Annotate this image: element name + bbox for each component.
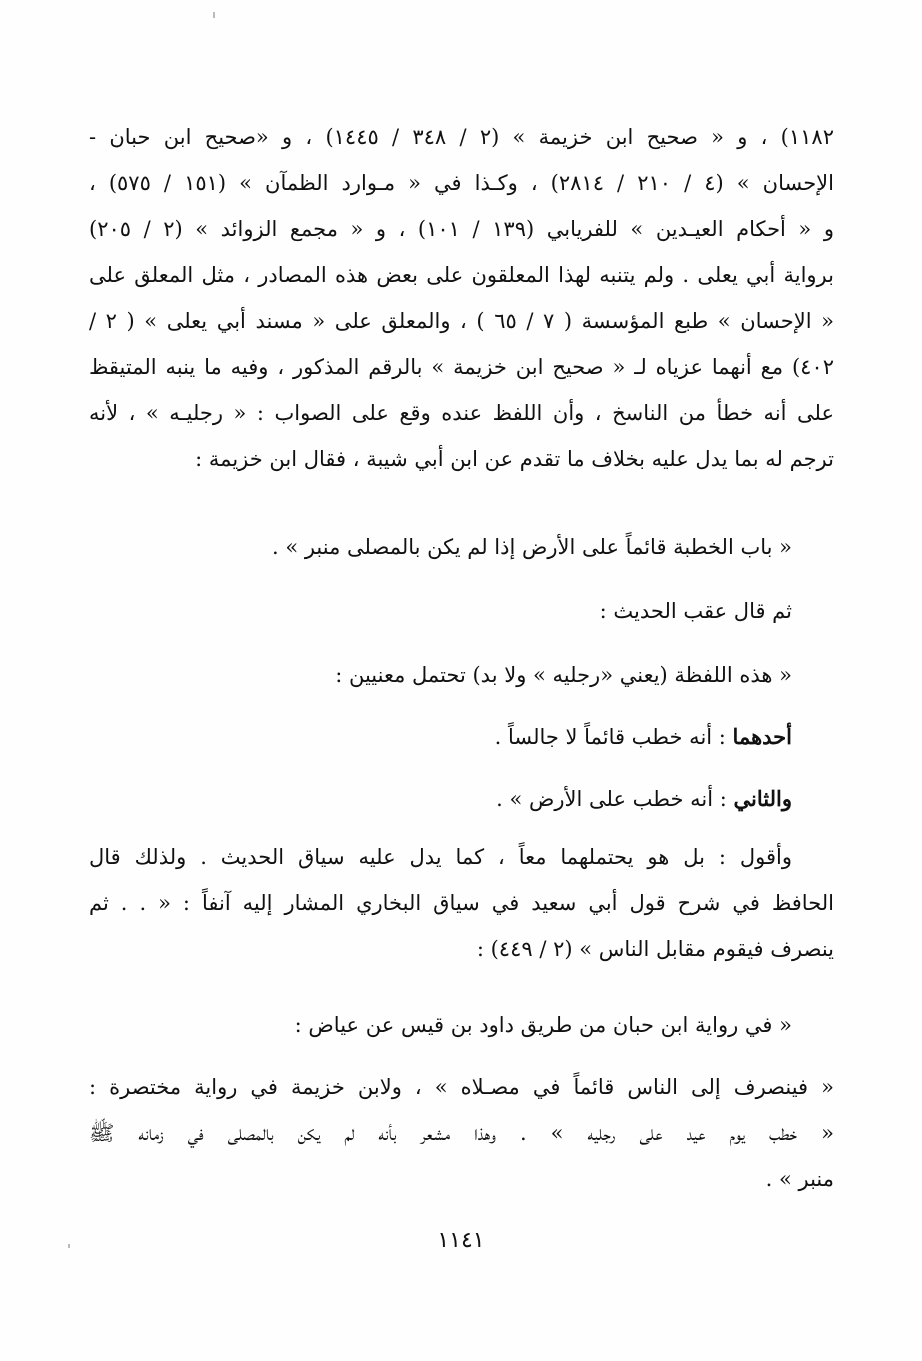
first-meaning <box>495 714 792 760</box>
first-meaning-label: أحدهما <box>732 724 792 749</box>
text-line: « الإحسان » طبع المؤسسة ( ٧ / ٦٥ ) ، والمعلق على « مسند أبي يعلى » ( ٢ / <box>89 309 834 333</box>
text-line: « خطب يوم عيد على رجليه » . وهذا مشعر بأنه لم يكن بالمصلى في زمانه ﷺ <box>89 1121 834 1145</box>
text-line: برواية أبي يعلى . ولم يتنبه لهذا المعلقون على بعض هذه المصادر ، مثل المعلق على <box>89 263 834 287</box>
text-line: الإحسان » (٤ / ٢١٠ / ٢٨١٤) ، وكـذا في « مـوارد الظمآن » (١٥١ / ٥٧٥) ، <box>89 171 834 195</box>
quote-chapter-title: « باب الخطبة قائماً على الأرض إذا لم يكن بالمصلى منبر » . <box>271 535 792 559</box>
paragraph-footnote-continuation <box>89 114 834 482</box>
text-line: ١١٨٢) ، و « صحيح ابن خزيمة » (٢ / ٣٤٨ / ١٤٤٥) ، و «صحيح ابن حبان - <box>89 125 834 149</box>
text-line: ينصرف فيقوم مقابل الناس » (٢ / ٤٤٩) : <box>476 937 834 961</box>
second-meaning-text: : أنه خطب على الأرض » . <box>496 787 734 811</box>
second-meaning-label: والثاني <box>733 786 792 811</box>
text-line: ترجم له بما يدل عليه بخلاف ما تقدم عن ابن أبي شيبة ، فقال ابن خزيمة : <box>195 447 834 471</box>
text-line: على أنه خطأ من الناسخ ، وأن اللفظ عنده وقع على الصواب : « رجليـه » ، لأنه <box>89 401 834 425</box>
text-line: وأقول : بل هو يحتملهما معاً ، كما يدل عليه سياق الحديث . ولذلك قال <box>89 845 792 869</box>
text-line: الحافظ في شرح قول أبي سعيد في سياق البخاري المشار إليه آنفاً : « . . ثم <box>89 891 834 915</box>
scan-mark-top <box>213 12 215 18</box>
text-line: ٤٠٢) مع أنهما عزياه لـ « صحيح ابن خزيمة » بالرقم المذكور ، وفيه ما ينبه المتيقظ <box>89 355 834 379</box>
text-line: « فينصرف إلى الناس قائماً في مصـلاه » ، ولابن خزيمة في رواية مختصرة : <box>89 1075 834 1099</box>
paragraph-narration-quote <box>89 1064 834 1202</box>
second-meaning <box>496 776 792 822</box>
page-number: ١١٤١ <box>437 1228 485 1253</box>
quote-ibn-hibban-narration: « في رواية ابن حبان من طريق داود بن قيس عن عياض : <box>294 1013 792 1037</box>
text-line: و « أحكام العيـدين » للفريابي (١٣٩ / ١٠١) ، و « مجمع الزوائد » (٢ / ٢٠٥) <box>89 217 834 241</box>
first-meaning-text: : أنه خطب قائماً لا جالساً . <box>494 725 733 749</box>
then-said-line: ثم قال عقب الحديث : <box>599 599 792 623</box>
text-line: منبر » . <box>765 1167 834 1191</box>
paragraph-author-comment <box>89 834 834 972</box>
quote-two-meanings: « هذه اللفظة (يعني «رجليه » ولا بد) تحتمل معنيين : <box>335 663 792 687</box>
